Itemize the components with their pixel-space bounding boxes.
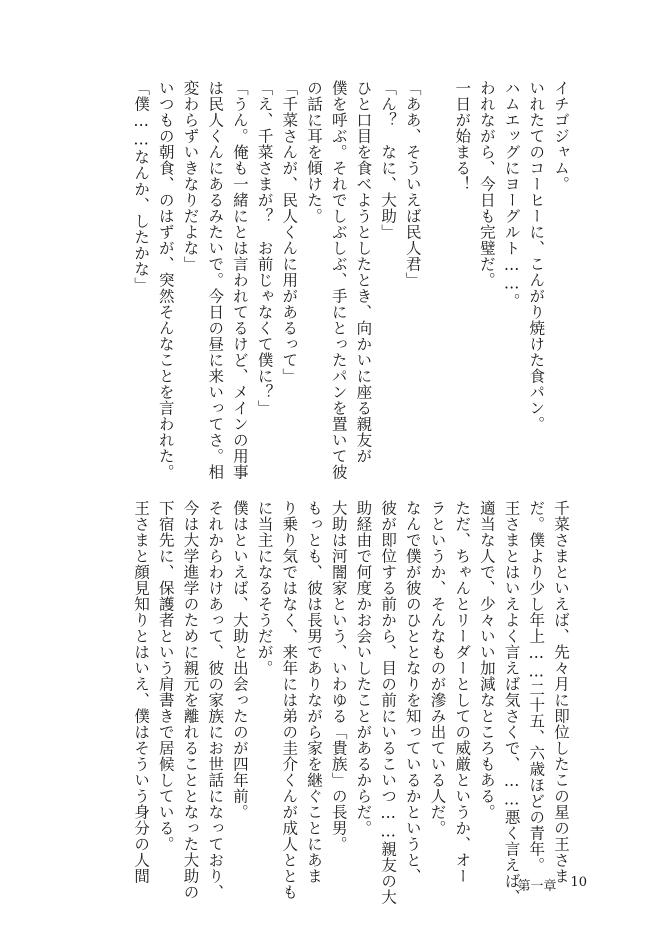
text-line: 変わらずいきなりだよな」: [181, 80, 200, 272]
text-line: 今は大学進学のために親元を離れることとなった大助の: [181, 500, 200, 900]
text-line: り乗り気ではなく、来年には弟の圭介くんが成人ととも: [280, 500, 299, 900]
text-line: 「ん？ なに、大助」: [379, 80, 398, 240]
text-line: に当主になるそうだが。: [255, 500, 274, 676]
text-line: それからわけあって、彼の家族にお世話になっており、: [206, 500, 225, 900]
text-line: われながら、今日も完璧だ。: [477, 80, 496, 288]
text-line: ラというか、そんなものが滲み出ている人だ。: [428, 500, 447, 836]
text-line: 僕はといえば、大助と出会ったのが四年前。: [230, 500, 249, 820]
text-line: ハムエッグにヨーグルト……。: [502, 80, 521, 309]
text-line: は民人くんにあるみたいで。今日の昼に来いってさ。相: [206, 80, 225, 480]
text-line: の話に耳を傾けた。: [305, 80, 323, 224]
text-line: もっとも、彼は長男でありながら家を継ぐことにあま: [305, 500, 323, 884]
text-line: いつもの朝食、のはずが、突然そんなことを言われた。: [156, 80, 175, 480]
text-line: 適当な人で、少々いい加減なところもある。: [477, 500, 496, 820]
text-line: 助経由で何度かお会いしたことがあるからだ。: [354, 500, 373, 836]
text-line: 「え、千菜さまが？ お前じゃなくて僕に？」: [255, 80, 274, 416]
page-footer: [517, 875, 587, 894]
page-number: 10: [570, 875, 587, 890]
text-line: ただ、ちゃんとリーダーとしての威厳というか、オー: [453, 500, 472, 884]
text-line: 千菜さまといえば、先々月に即位したこの星の王さま: [552, 500, 570, 884]
text-line: 僕を呼ぶ。それでしぶしぶ、手にとったパンを置いて彼: [329, 80, 348, 480]
text-line: 一日が始まる！: [453, 80, 472, 192]
chapter-label: 第一章: [517, 879, 557, 894]
text-line: だ。僕より少し年上……二十五、六歳ほどの青年。: [527, 500, 546, 873]
text-line: 「ああ、そういえば民人君」: [403, 80, 422, 288]
text-line: 「うん。俺も一緒にとは言われてるけど、メインの用事: [230, 80, 249, 480]
text-line: 「僕……なんか、したかな」: [132, 80, 151, 293]
text-line: イチゴジャム。: [552, 80, 570, 192]
text-line: 下宿先に、保護者という肩書きで居候している。: [156, 500, 175, 852]
text-line: 彼が即位する前から、目の前にいるこいつ……親友の大: [379, 500, 398, 905]
text-line: 大助は河闇家という、いわゆる「貴族」の長男。: [329, 500, 348, 852]
text-line: いれたてのコーヒーに、こんがり焼けた食パン。: [527, 80, 546, 432]
text-line: 王さまとはいえよく言えば気さくで、……悪く言えば、: [502, 500, 521, 905]
text-line: 「千菜さんが、民人くんに用があるって」: [280, 80, 299, 384]
text-line: なんで僕が彼のひととなりを知っているかというと、: [403, 500, 422, 884]
text-line: ひと口目を食べようとしたとき、向かいに座る親友が: [354, 80, 373, 464]
text-line: 王さまと顔見知りとはいえ、僕はそういう身分の人間: [132, 500, 151, 884]
